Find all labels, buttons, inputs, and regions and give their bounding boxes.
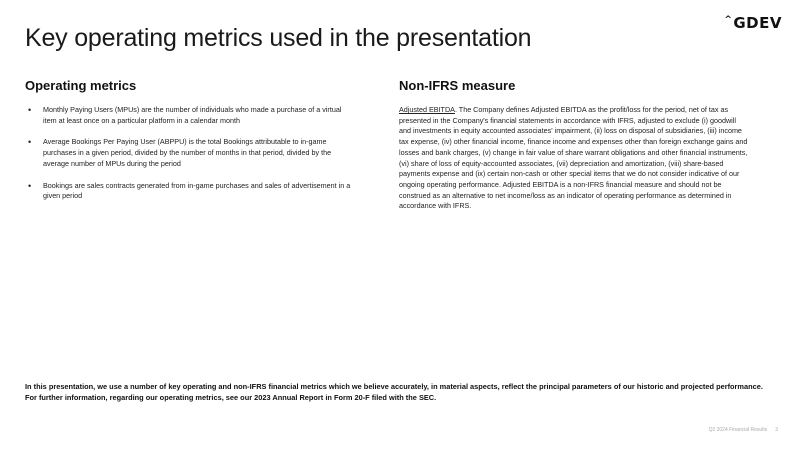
list-item [25,137,355,169]
operating-metrics-heading: Operating metrics [25,78,137,93]
company-logo [724,14,782,32]
non-ifrs-heading: Non-IFRS measure [399,78,516,93]
non-ifrs-section [399,78,749,212]
operating-metrics-section [25,78,355,213]
adjusted-ebitda-definition: . The Company defines Adjusted EBITDA as the profit/loss for the period, net of tax as presented in the Company's financial statements in accordance with IFRS, adjusted to exclude (i) goodwill and investments in equity accounted associates' impairment, (ii) loss on disposal of subsidiaries, (iii) income tax expense, (iv) other financial income, finance income and expenses other than foreign exchange gains and losses and bank charges, (v) change in fair value of share warrant obligations and other financial instruments, (vi) share of loss of equity-accounted associates, (vii) depreciation and amortization, (viii) share-based payments expense and (ix) certain non-cash or other special items that we do not consider indicative of our ongoing operating performance. Adjusted EBITDA is a non-IFRS financial measure and should not be construed as an alternative to net income/loss as an indicator of operating performance as determined in accordance with IFRS. [399,105,748,211]
bullet-icon: • [28,137,32,148]
page-number: 3 [775,427,778,433]
slide-footer [709,427,778,433]
logo-caret-icon: ^ [724,15,733,25]
list-item [25,105,355,126]
disclaimer-note: In this presentation, we use a number of key operating and non-IFRS financial metrics which we believe accurately, in material aspects, reflect the principal parameters of our historic and projected performance. For further information, regarding our operating metrics, see our 2023 Annual Report in Form 20-F filed with the SEC. [25,382,763,402]
list-item [25,181,355,202]
bullet-icon: • [28,105,32,115]
page-title: Key operating metrics used in the presentation [25,24,532,52]
list-item-text: Bookings are sales contracts generated from in-game purchases and sales of advertisement in a given period [43,180,351,201]
bullet-icon: • [28,180,32,191]
logo-text: GDEV [733,14,782,32]
operating-metrics-list [25,105,355,202]
footer-label: Q2 2024 Financial Results [708,427,768,433]
list-item-text: Monthly Paying Users (MPUs) are the number of individuals who made a purchase of a virtual item at least once on a particular platform in a calendar month [43,105,342,125]
adjusted-ebitda-term: Adjusted EBITDA [399,105,455,114]
list-item-text: Average Bookings Per Paying User (ABPPU) is the total Bookings attributable to in-game purchases in a given period, divided by the number of months in that period, divided by the average number of MPUs during the period [43,137,332,168]
non-ifrs-definition [399,105,749,212]
